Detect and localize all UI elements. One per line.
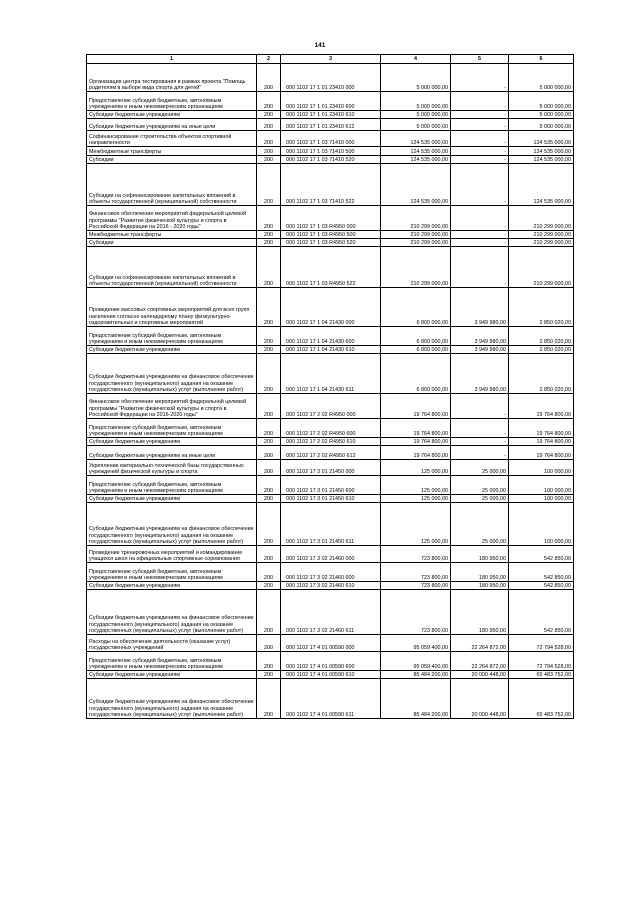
row-grbs-code: 200 bbox=[257, 438, 281, 446]
row-name: Субсидии на софинансирование капитальных вложений в объекты государственной (муниципальной) собственности bbox=[87, 164, 257, 206]
row-executed-amount: - bbox=[451, 131, 509, 147]
row-name: Укрепление материально-технической базы государственных учреждений физической культуры и спорта bbox=[87, 460, 257, 476]
row-approved-amount: 125 000,00 bbox=[381, 495, 451, 503]
row-budget-code: 000 1102 17 2 02 R4950 600 bbox=[281, 419, 381, 438]
column-header: 2 bbox=[257, 55, 281, 64]
row-name: Предоставление субсидий бюджетным, автономным учреждениям и иным некоммерческим организациям bbox=[87, 327, 257, 346]
row-approved-amount: 6 800 000,00 bbox=[381, 346, 451, 354]
row-grbs-code: 200 bbox=[257, 679, 281, 719]
row-approved-amount: 210 299 000,00 bbox=[381, 247, 451, 288]
row-name: Предоставление субсидий бюджетным, автономным учреждениям и иным некоммерческим организациям bbox=[87, 92, 257, 111]
table-row bbox=[87, 563, 574, 582]
row-executed-amount: - bbox=[451, 438, 509, 446]
row-grbs-code: 200 bbox=[257, 206, 281, 231]
row-name: Проведение массовых спортивных мероприятий для всех групп населения согласно календарному плану физкультурно-оздоровительных и спортивных мероприятий bbox=[87, 288, 257, 327]
row-approved-amount: 95 059 400,00 bbox=[381, 652, 451, 671]
row-remaining-amount: 72 794 528,00 bbox=[509, 652, 574, 671]
row-grbs-code: 200 bbox=[257, 288, 281, 327]
row-approved-amount: 125 000,00 bbox=[381, 476, 451, 495]
row-executed-amount: 180 950,00 bbox=[451, 582, 509, 590]
row-remaining-amount: 5 000 000,00 bbox=[509, 111, 574, 119]
row-executed-amount: - bbox=[451, 446, 509, 460]
table-row bbox=[87, 460, 574, 476]
row-name: Субсидии бюджетным учреждениям на финансовое обеспечение государственного (муниципального) задания на оказание государственных (муниципальных) услуг (выполнение работ) bbox=[87, 679, 257, 719]
row-grbs-code: 200 bbox=[257, 446, 281, 460]
row-remaining-amount: 542 850,00 bbox=[509, 546, 574, 563]
row-name: Субсидии бюджетным учреждениям на финансовое обеспечение государственного (муниципального) задания на оказание государственных (муниципальных) услуг (выполнение работ) bbox=[87, 503, 257, 546]
table-row bbox=[87, 438, 574, 446]
row-executed-amount: - bbox=[451, 64, 509, 92]
row-remaining-amount: 19 764 800,00 bbox=[509, 446, 574, 460]
row-remaining-amount: 100 000,00 bbox=[509, 495, 574, 503]
row-budget-code: 000 1102 17 1 01 23410 610 bbox=[281, 111, 381, 119]
row-approved-amount: 5 000 000,00 bbox=[381, 111, 451, 119]
row-approved-amount: 19 764 800,00 bbox=[381, 446, 451, 460]
table-row bbox=[87, 354, 574, 394]
row-grbs-code: 200 bbox=[257, 131, 281, 147]
row-executed-amount: - bbox=[451, 111, 509, 119]
row-grbs-code: 200 bbox=[257, 239, 281, 247]
row-remaining-amount: 65 483 752,00 bbox=[509, 671, 574, 679]
row-remaining-amount: 19 764 800,00 bbox=[509, 438, 574, 446]
row-executed-amount: - bbox=[451, 394, 509, 419]
table-row bbox=[87, 156, 574, 164]
table-row bbox=[87, 231, 574, 239]
row-approved-amount: 723 800,00 bbox=[381, 563, 451, 582]
row-name: Субсидии бюджетным учреждениям на финансовое обеспечение государственного (муниципального) задания на оказание государственных (муниципальных) услуг (выполнение работ) bbox=[87, 354, 257, 394]
row-budget-code: 000 1102 17 1 03 R4950 520 bbox=[281, 239, 381, 247]
row-approved-amount: 124 535 000,00 bbox=[381, 147, 451, 156]
row-approved-amount: 124 535 000,00 bbox=[381, 156, 451, 164]
row-executed-amount: 22 264 872,00 bbox=[451, 635, 509, 652]
row-name: Финансовое обеспечение мероприятий федеральной целевой программы "Развитие физической культуры и спорта в Российской Федерации на 2016-2020 годы" bbox=[87, 394, 257, 419]
row-budget-code: 000 1102 17 1 04 21430 611 bbox=[281, 354, 381, 394]
row-executed-amount: 25 000,00 bbox=[451, 503, 509, 546]
row-remaining-amount: 19 764 800,00 bbox=[509, 394, 574, 419]
column-header: 4 bbox=[381, 55, 451, 64]
row-executed-amount: 180 950,00 bbox=[451, 546, 509, 563]
row-approved-amount: 85 484 200,00 bbox=[381, 679, 451, 719]
table-row bbox=[87, 446, 574, 460]
table-row bbox=[87, 92, 574, 111]
row-budget-code: 000 1102 17 3 01 21450 610 bbox=[281, 495, 381, 503]
row-name: Субсидии на софинансирование капитальных вложений в объекты государственной (муниципальной) собственности bbox=[87, 247, 257, 288]
row-name: Предоставление субсидий бюджетным, автономным учреждениям и иным некоммерческим организациям bbox=[87, 419, 257, 438]
row-executed-amount: - bbox=[451, 239, 509, 247]
row-remaining-amount: 542 850,00 bbox=[509, 563, 574, 582]
row-executed-amount: - bbox=[451, 119, 509, 131]
row-remaining-amount: 65 483 752,00 bbox=[509, 679, 574, 719]
table-row bbox=[87, 239, 574, 247]
row-approved-amount: 5 000 000,00 bbox=[381, 64, 451, 92]
row-budget-code: 000 1102 17 1 03 71410 520 bbox=[281, 156, 381, 164]
row-budget-code: 000 1102 17 1 01 23410 000 bbox=[281, 64, 381, 92]
table-row bbox=[87, 164, 574, 206]
row-executed-amount: 3 949 980,00 bbox=[451, 346, 509, 354]
row-executed-amount: - bbox=[451, 147, 509, 156]
row-approved-amount: 6 800 000,00 bbox=[381, 288, 451, 327]
row-approved-amount: 19 764 800,00 bbox=[381, 438, 451, 446]
row-name: Организация центра тестирования в рамках проекта "Помощь родителям в выборе вида спорта для детей" bbox=[87, 64, 257, 92]
row-approved-amount: 6 800 000,00 bbox=[381, 327, 451, 346]
row-remaining-amount: 100 000,00 bbox=[509, 460, 574, 476]
row-budget-code: 000 1102 17 3 01 21450 600 bbox=[281, 476, 381, 495]
table-row bbox=[87, 652, 574, 671]
row-grbs-code: 200 bbox=[257, 231, 281, 239]
row-grbs-code: 200 bbox=[257, 119, 281, 131]
row-remaining-amount: 2 850 020,00 bbox=[509, 354, 574, 394]
row-name: Предоставление субсидий бюджетным, автономным учреждениям и иным некоммерческим организациям bbox=[87, 563, 257, 582]
row-name: Субсидии бюджетным учреждениям bbox=[87, 438, 257, 446]
row-grbs-code: 200 bbox=[257, 503, 281, 546]
row-grbs-code: 200 bbox=[257, 546, 281, 563]
row-name: Проведение тренировочных мероприятий и командирование учащихся школ на официальные спортивные соревнования bbox=[87, 546, 257, 563]
row-budget-code: 000 1102 17 2 02 R4950 612 bbox=[281, 446, 381, 460]
row-remaining-amount: 72 794 528,00 bbox=[509, 635, 574, 652]
row-budget-code: 000 1102 17 1 03 71410 522 bbox=[281, 164, 381, 206]
row-budget-code: 000 1102 17 4 01 00590 610 bbox=[281, 671, 381, 679]
table-row bbox=[87, 582, 574, 590]
column-header: 3 bbox=[281, 55, 381, 64]
row-executed-amount: - bbox=[451, 156, 509, 164]
row-remaining-amount: 210 299 000,00 bbox=[509, 239, 574, 247]
row-approved-amount: 95 059 400,00 bbox=[381, 635, 451, 652]
table-row bbox=[87, 495, 574, 503]
row-budget-code: 000 1102 17 1 04 21430 000 bbox=[281, 288, 381, 327]
row-approved-amount: 85 484 200,00 bbox=[381, 671, 451, 679]
table-row bbox=[87, 206, 574, 231]
row-budget-code: 000 1102 17 3 02 21460 611 bbox=[281, 590, 381, 635]
row-executed-amount: - bbox=[451, 206, 509, 231]
column-header: 1 bbox=[87, 55, 257, 64]
row-executed-amount: - bbox=[451, 164, 509, 206]
row-grbs-code: 200 bbox=[257, 635, 281, 652]
row-budget-code: 000 1102 17 3 02 21460 000 bbox=[281, 546, 381, 563]
table-row bbox=[87, 64, 574, 92]
column-header: 6 bbox=[509, 55, 574, 64]
row-approved-amount: 124 535 000,00 bbox=[381, 131, 451, 147]
row-name: Предоставление субсидий бюджетным, автономным учреждениям и иным некоммерческим организациям bbox=[87, 476, 257, 495]
row-approved-amount: 5 000 000,00 bbox=[381, 92, 451, 111]
row-budget-code: 000 1102 17 1 04 21430 600 bbox=[281, 327, 381, 346]
row-remaining-amount: 2 850 020,00 bbox=[509, 288, 574, 327]
column-header: 5 bbox=[451, 55, 509, 64]
row-name: Субсидии bbox=[87, 156, 257, 164]
row-grbs-code: 200 bbox=[257, 156, 281, 164]
row-grbs-code: 200 bbox=[257, 247, 281, 288]
row-remaining-amount: 5 000 000,00 bbox=[509, 119, 574, 131]
row-grbs-code: 200 bbox=[257, 327, 281, 346]
row-executed-amount: 20 000 448,00 bbox=[451, 671, 509, 679]
row-approved-amount: 210 299 000,00 bbox=[381, 206, 451, 231]
row-name: Субсидии бюджетным учреждениям bbox=[87, 111, 257, 119]
row-grbs-code: 200 bbox=[257, 346, 281, 354]
row-budget-code: 000 1102 17 3 02 21460 610 bbox=[281, 582, 381, 590]
row-executed-amount: 180 950,00 bbox=[451, 563, 509, 582]
row-name: Межбюджетные трансферты bbox=[87, 231, 257, 239]
row-name: Финансовое обеспечение мероприятий федеральной целевой программы "Развитие физической культуры и спорта в Российской Федерации на 2016 - 2020 годы" bbox=[87, 206, 257, 231]
table-row bbox=[87, 327, 574, 346]
row-approved-amount: 6 800 000,00 bbox=[381, 354, 451, 394]
table-row bbox=[87, 671, 574, 679]
row-executed-amount: 22 264 872,00 bbox=[451, 652, 509, 671]
row-name: Субсидии бюджетным учреждениям на иные цели bbox=[87, 446, 257, 460]
table-row bbox=[87, 546, 574, 563]
row-grbs-code: 200 bbox=[257, 495, 281, 503]
row-budget-code: 000 1102 17 2 02 R4950 000 bbox=[281, 394, 381, 419]
table-row bbox=[87, 147, 574, 156]
row-grbs-code: 200 bbox=[257, 652, 281, 671]
row-remaining-amount: 2 850 020,00 bbox=[509, 327, 574, 346]
row-name: Субсидии bbox=[87, 239, 257, 247]
row-grbs-code: 200 bbox=[257, 111, 281, 119]
row-grbs-code: 200 bbox=[257, 460, 281, 476]
row-name: Субсидии бюджетным учреждениям bbox=[87, 346, 257, 354]
row-executed-amount: 25 000,00 bbox=[451, 460, 509, 476]
row-grbs-code: 200 bbox=[257, 394, 281, 419]
table-row bbox=[87, 346, 574, 354]
row-approved-amount: 723 800,00 bbox=[381, 582, 451, 590]
row-budget-code: 000 1102 17 1 03 R4950 522 bbox=[281, 247, 381, 288]
row-grbs-code: 200 bbox=[257, 64, 281, 92]
row-name: Межбюджетные трансферты bbox=[87, 147, 257, 156]
row-grbs-code: 200 bbox=[257, 354, 281, 394]
row-budget-code: 000 1102 17 3 01 21450 611 bbox=[281, 503, 381, 546]
table-row bbox=[87, 131, 574, 147]
row-remaining-amount: 5 000 000,00 bbox=[509, 92, 574, 111]
table-row bbox=[87, 288, 574, 327]
row-remaining-amount: 100 000,00 bbox=[509, 476, 574, 495]
row-executed-amount: - bbox=[451, 247, 509, 288]
table-row bbox=[87, 476, 574, 495]
row-remaining-amount: 2 850 020,00 bbox=[509, 346, 574, 354]
row-remaining-amount: 124 535 000,00 bbox=[509, 164, 574, 206]
row-executed-amount: 180 950,00 bbox=[451, 590, 509, 635]
row-approved-amount: 723 800,00 bbox=[381, 590, 451, 635]
row-budget-code: 000 1102 17 3 01 21450 000 bbox=[281, 460, 381, 476]
row-approved-amount: 723 800,00 bbox=[381, 546, 451, 563]
row-budget-code: 000 1102 17 4 01 00590 600 bbox=[281, 652, 381, 671]
row-grbs-code: 200 bbox=[257, 590, 281, 635]
row-remaining-amount: 124 535 000,00 bbox=[509, 131, 574, 147]
row-budget-code: 000 1102 17 4 01 00590 000 bbox=[281, 635, 381, 652]
row-approved-amount: 125 000,00 bbox=[381, 460, 451, 476]
row-executed-amount: 3 949 980,00 bbox=[451, 354, 509, 394]
row-executed-amount: - bbox=[451, 231, 509, 239]
row-budget-code: 000 1102 17 3 02 21460 600 bbox=[281, 563, 381, 582]
row-name: Субсидии бюджетным учреждениям bbox=[87, 495, 257, 503]
row-budget-code: 000 1102 17 1 03 R4950 500 bbox=[281, 231, 381, 239]
row-name: Софинансирование строительства объектов спортивной направленности bbox=[87, 131, 257, 147]
row-approved-amount: 210 299 000,00 bbox=[381, 231, 451, 239]
row-executed-amount: 3 949 980,00 bbox=[451, 288, 509, 327]
row-remaining-amount: 210 299 000,00 bbox=[509, 231, 574, 239]
row-grbs-code: 200 bbox=[257, 92, 281, 111]
row-remaining-amount: 124 535 000,00 bbox=[509, 147, 574, 156]
row-budget-code: 000 1102 17 1 01 23410 612 bbox=[281, 119, 381, 131]
row-approved-amount: 124 535 000,00 bbox=[381, 164, 451, 206]
row-grbs-code: 200 bbox=[257, 671, 281, 679]
table-row bbox=[87, 679, 574, 719]
table-row bbox=[87, 247, 574, 288]
table-row bbox=[87, 419, 574, 438]
row-budget-code: 000 1102 17 1 03 71410 000 bbox=[281, 131, 381, 147]
row-name: Субсидии бюджетным учреждениям bbox=[87, 671, 257, 679]
table-body bbox=[87, 55, 574, 719]
row-grbs-code: 200 bbox=[257, 164, 281, 206]
row-remaining-amount: 100 000,00 bbox=[509, 503, 574, 546]
page-number: 141 bbox=[314, 42, 326, 49]
row-grbs-code: 200 bbox=[257, 582, 281, 590]
row-approved-amount: 210 299 000,00 bbox=[381, 239, 451, 247]
row-name: Субсидии бюджетным учреждениям на финансовое обеспечение государственного (муниципального) задания на оказание государственных (муниципальных) услуг (выполнение работ) bbox=[87, 590, 257, 635]
budget-table bbox=[86, 54, 574, 719]
row-remaining-amount: 5 000 000,00 bbox=[509, 64, 574, 92]
row-executed-amount: - bbox=[451, 92, 509, 111]
table-row bbox=[87, 503, 574, 546]
row-budget-code: 000 1102 17 1 01 23410 600 bbox=[281, 92, 381, 111]
row-remaining-amount: 210 299 000,00 bbox=[509, 247, 574, 288]
row-grbs-code: 200 bbox=[257, 147, 281, 156]
row-approved-amount: 5 000 000,00 bbox=[381, 119, 451, 131]
row-approved-amount: 125 000,00 bbox=[381, 503, 451, 546]
row-remaining-amount: 542 850,00 bbox=[509, 582, 574, 590]
row-remaining-amount: 210 299 000,00 bbox=[509, 206, 574, 231]
row-approved-amount: 19 764 800,00 bbox=[381, 419, 451, 438]
table-row bbox=[87, 590, 574, 635]
row-approved-amount: 19 764 800,00 bbox=[381, 394, 451, 419]
table-row bbox=[87, 394, 574, 419]
row-budget-code: 000 1102 17 2 02 R4950 610 bbox=[281, 438, 381, 446]
table-header-row bbox=[87, 55, 574, 64]
table-row bbox=[87, 635, 574, 652]
row-executed-amount: - bbox=[451, 419, 509, 438]
row-remaining-amount: 124 535 000,00 bbox=[509, 156, 574, 164]
row-name: Субсидии бюджетным учреждениям на иные цели bbox=[87, 119, 257, 131]
row-remaining-amount: 542 850,00 bbox=[509, 590, 574, 635]
row-budget-code: 000 1102 17 1 03 R4950 000 bbox=[281, 206, 381, 231]
row-budget-code: 000 1102 17 1 04 21430 610 bbox=[281, 346, 381, 354]
row-grbs-code: 200 bbox=[257, 563, 281, 582]
row-grbs-code: 200 bbox=[257, 419, 281, 438]
row-executed-amount: 3 949 980,00 bbox=[451, 327, 509, 346]
row-executed-amount: 20 000 448,00 bbox=[451, 679, 509, 719]
row-name: Предоставление субсидий бюджетным, автономным учреждениям и иным некоммерческим организациям bbox=[87, 652, 257, 671]
row-name: Расходы на обеспечение деятельности (оказание услуг) государственных учреждений bbox=[87, 635, 257, 652]
table-row bbox=[87, 119, 574, 131]
table-row bbox=[87, 111, 574, 119]
row-grbs-code: 200 bbox=[257, 476, 281, 495]
row-budget-code: 000 1102 17 1 03 71410 500 bbox=[281, 147, 381, 156]
row-name: Субсидии бюджетным учреждениям bbox=[87, 582, 257, 590]
row-budget-code: 000 1102 17 4 01 00590 611 bbox=[281, 679, 381, 719]
row-remaining-amount: 19 764 800,00 bbox=[509, 419, 574, 438]
row-executed-amount: 25 000,00 bbox=[451, 476, 509, 495]
row-executed-amount: 25 000,00 bbox=[451, 495, 509, 503]
